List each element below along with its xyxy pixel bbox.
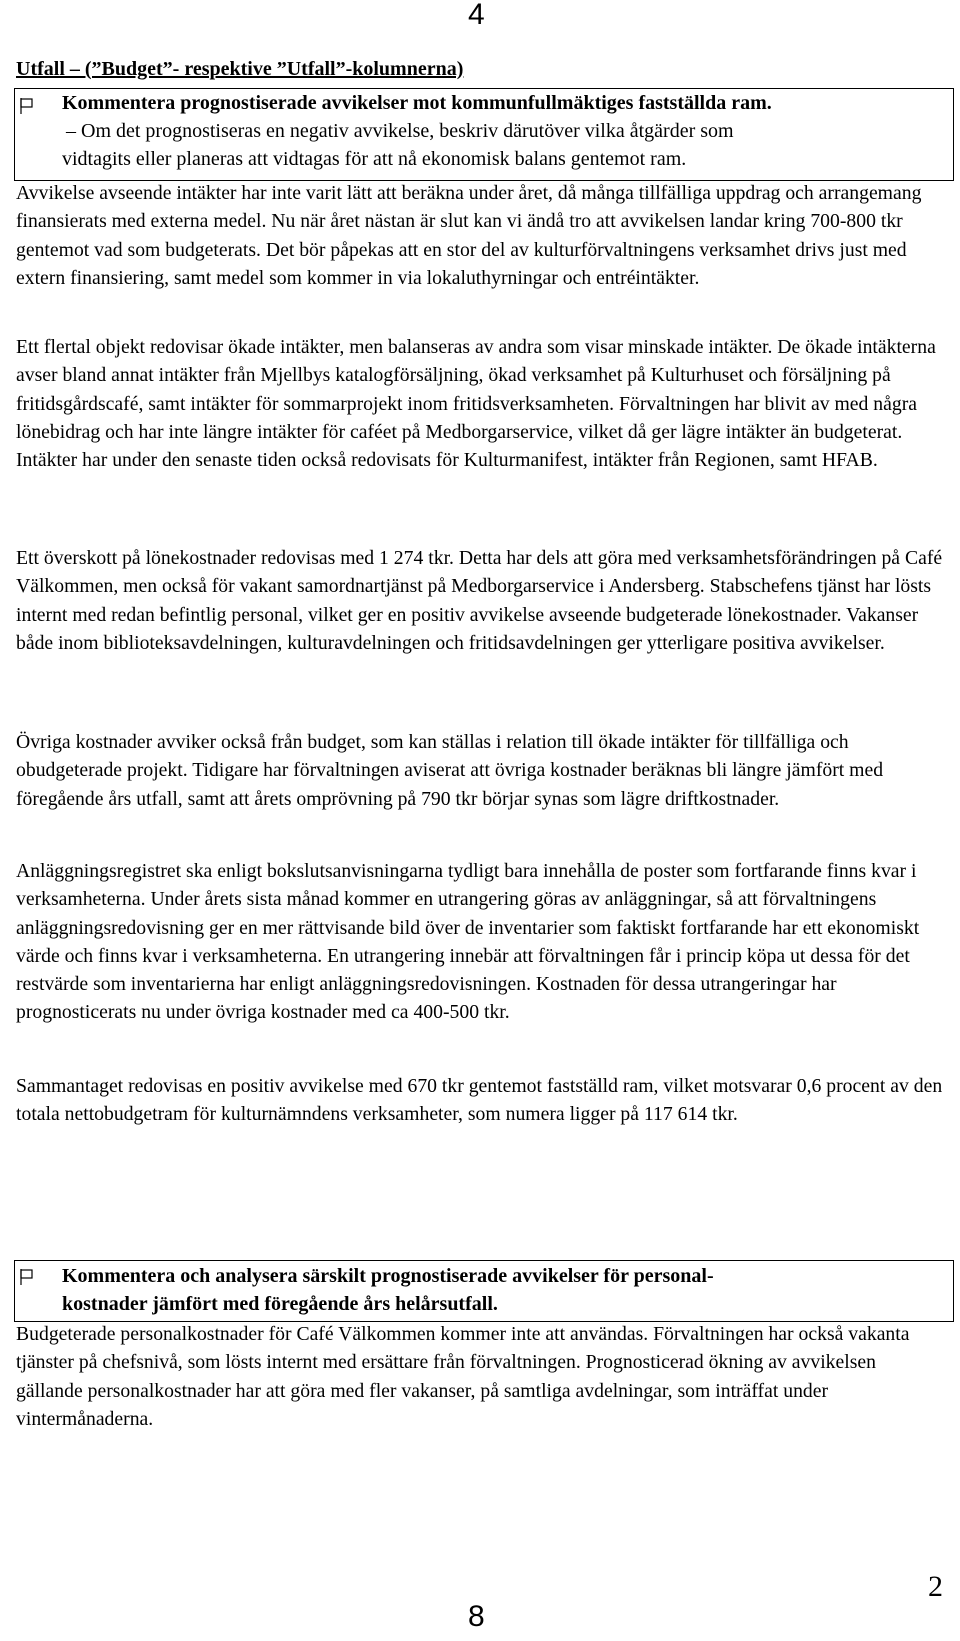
flag-icon [18, 1268, 36, 1286]
page-number-bottom: 8 [468, 1600, 485, 1633]
box1-title: Kommentera prognostiserade avvikelser mot kommunfullmäktiges fastställda ram. [62, 92, 772, 114]
section-heading: Utfall – (”Budget”- respektive ”Utfall”-kolumnerna) [16, 58, 464, 80]
paragraph-1: Avvikelse avseende intäkter har inte varit lätt att beräkna under året, då många tillfälliga uppdrag och arrangemang finansierats med externa medel. Nu när året nästan är slut kan vi ändå tro att avvikelsen landar kring 700-800 tkr gentemot vad som budgeterats. Det bör påpekas att en stor del av kulturförvaltningens verksamhet drivs just med extern finansiering, samt medel som kommer in via lokaluthyrningar och entréintäkter. [16, 182, 922, 289]
box2-line2: kostnader jämfört med föregående års helårsutfall. [62, 1293, 498, 1315]
flag-icon [18, 97, 36, 115]
page-number-right: 2 [928, 1570, 943, 1603]
paragraph-6: Sammantaget redovisas en positiv avvikelse med 670 tkr gentemot fastställd ram, vilket motsvarar 0,6 procent av den totala nettobudgetram för kulturnämndens verksamheter, som numera ligger på 117 614 tkr. [16, 1075, 943, 1126]
page-number-top: 4 [468, 0, 485, 31]
box2-line1: Kommentera och analysera särskilt prognostiserade avvikelser för personal- [62, 1265, 714, 1287]
paragraph-3: Ett överskott på lönekostnader redovisas med 1 274 tkr. Detta har dels att göra med verksamhetsförändringen på Café Välkommen, men också för vakant samordnartjänst på Medborgarservice i Andersberg. Stabschefens tjänst har lösts internt med redan befintlig personal, vilket ger en positiv avvikelse avseende budgeterade lönekostnader. Vakanser både inom biblioteksavdelningen, kulturavdelningen och fritidsavdelningen ger ytterligare positiva avvikelser. [16, 547, 943, 654]
paragraph-4: Övriga kostnader avviker också från budget, som kan ställas i relation till ökade intäkter för tillfälliga och obudgeterade projekt. Tidigare har förvaltningen aviserat att övriga kostnader beräknas bli längre jämfört med föregående års utfall, samt att årets omprövning på 790 tkr börjar synas som lägre driftkostnader. [16, 731, 884, 810]
box1-line3: vidtagits eller planeras att vidtagas för att nå ekonomisk balans gentemot ram. [62, 148, 687, 170]
box1-line2: – Om det prognostiseras en negativ avvikelse, beskriv därutöver vilka åtgärder som [66, 120, 734, 142]
paragraph-5: Anläggningsregistret ska enligt bokslutsanvisningarna tydligt bara innehålla de poster som fortfarande finns kvar i verksamheterna. Under årets sista månad kommer en utrangering göras av anläggningar, så att förvaltningens anläggningsredovisning ger en mer rättvisande bild över de inventarier som faktiskt fortfarande har ett ekonomiskt värde och finns kvar i verksamheterna. En utrangering innebär att förvaltningen får i princip köpa ut dessa för det restvärde som inventarierna har enligt anläggningsredovisningen. Kostnaden för dessa utrangeringar har prognosticerats nu under övriga kostnader med ca 400-500 tkr. [16, 860, 920, 1024]
paragraph-2: Ett flertal objekt redovisar ökade intäkter, men balanseras av andra som visar minskade intäkter. De ökade intäkterna avser bland annat intäkter från Mjellbys katalogförsäljning, ökad verksamhet på Kulturhuset och försäljning på fritidsgårdscafé, samt intäkter för sommarprojekt inom fritidsverksamheten. Förvaltningen har blivit av med några lönebidrag och har inte längre intäkter för caféet på Medborgarservice, vilket då ger lägre intäkter än budgeterat. Intäkter har under den senaste tiden också redovisats för Kulturmanifest, intäkter från Regionen, samt HFAB. [16, 336, 936, 472]
paragraph-final: Budgeterade personalkostnader för Café Välkommen kommer inte att användas. Förvaltningen har också vakanta tjänster på chefsnivå, som lösts internt med ersättare från förvaltningen. Prognosticerad ökning av avvikelsen gällande personalkostnader har att göra med fler vakanser, på samtliga avdelningar, som inträffat under vintermånaderna. [16, 1323, 910, 1430]
